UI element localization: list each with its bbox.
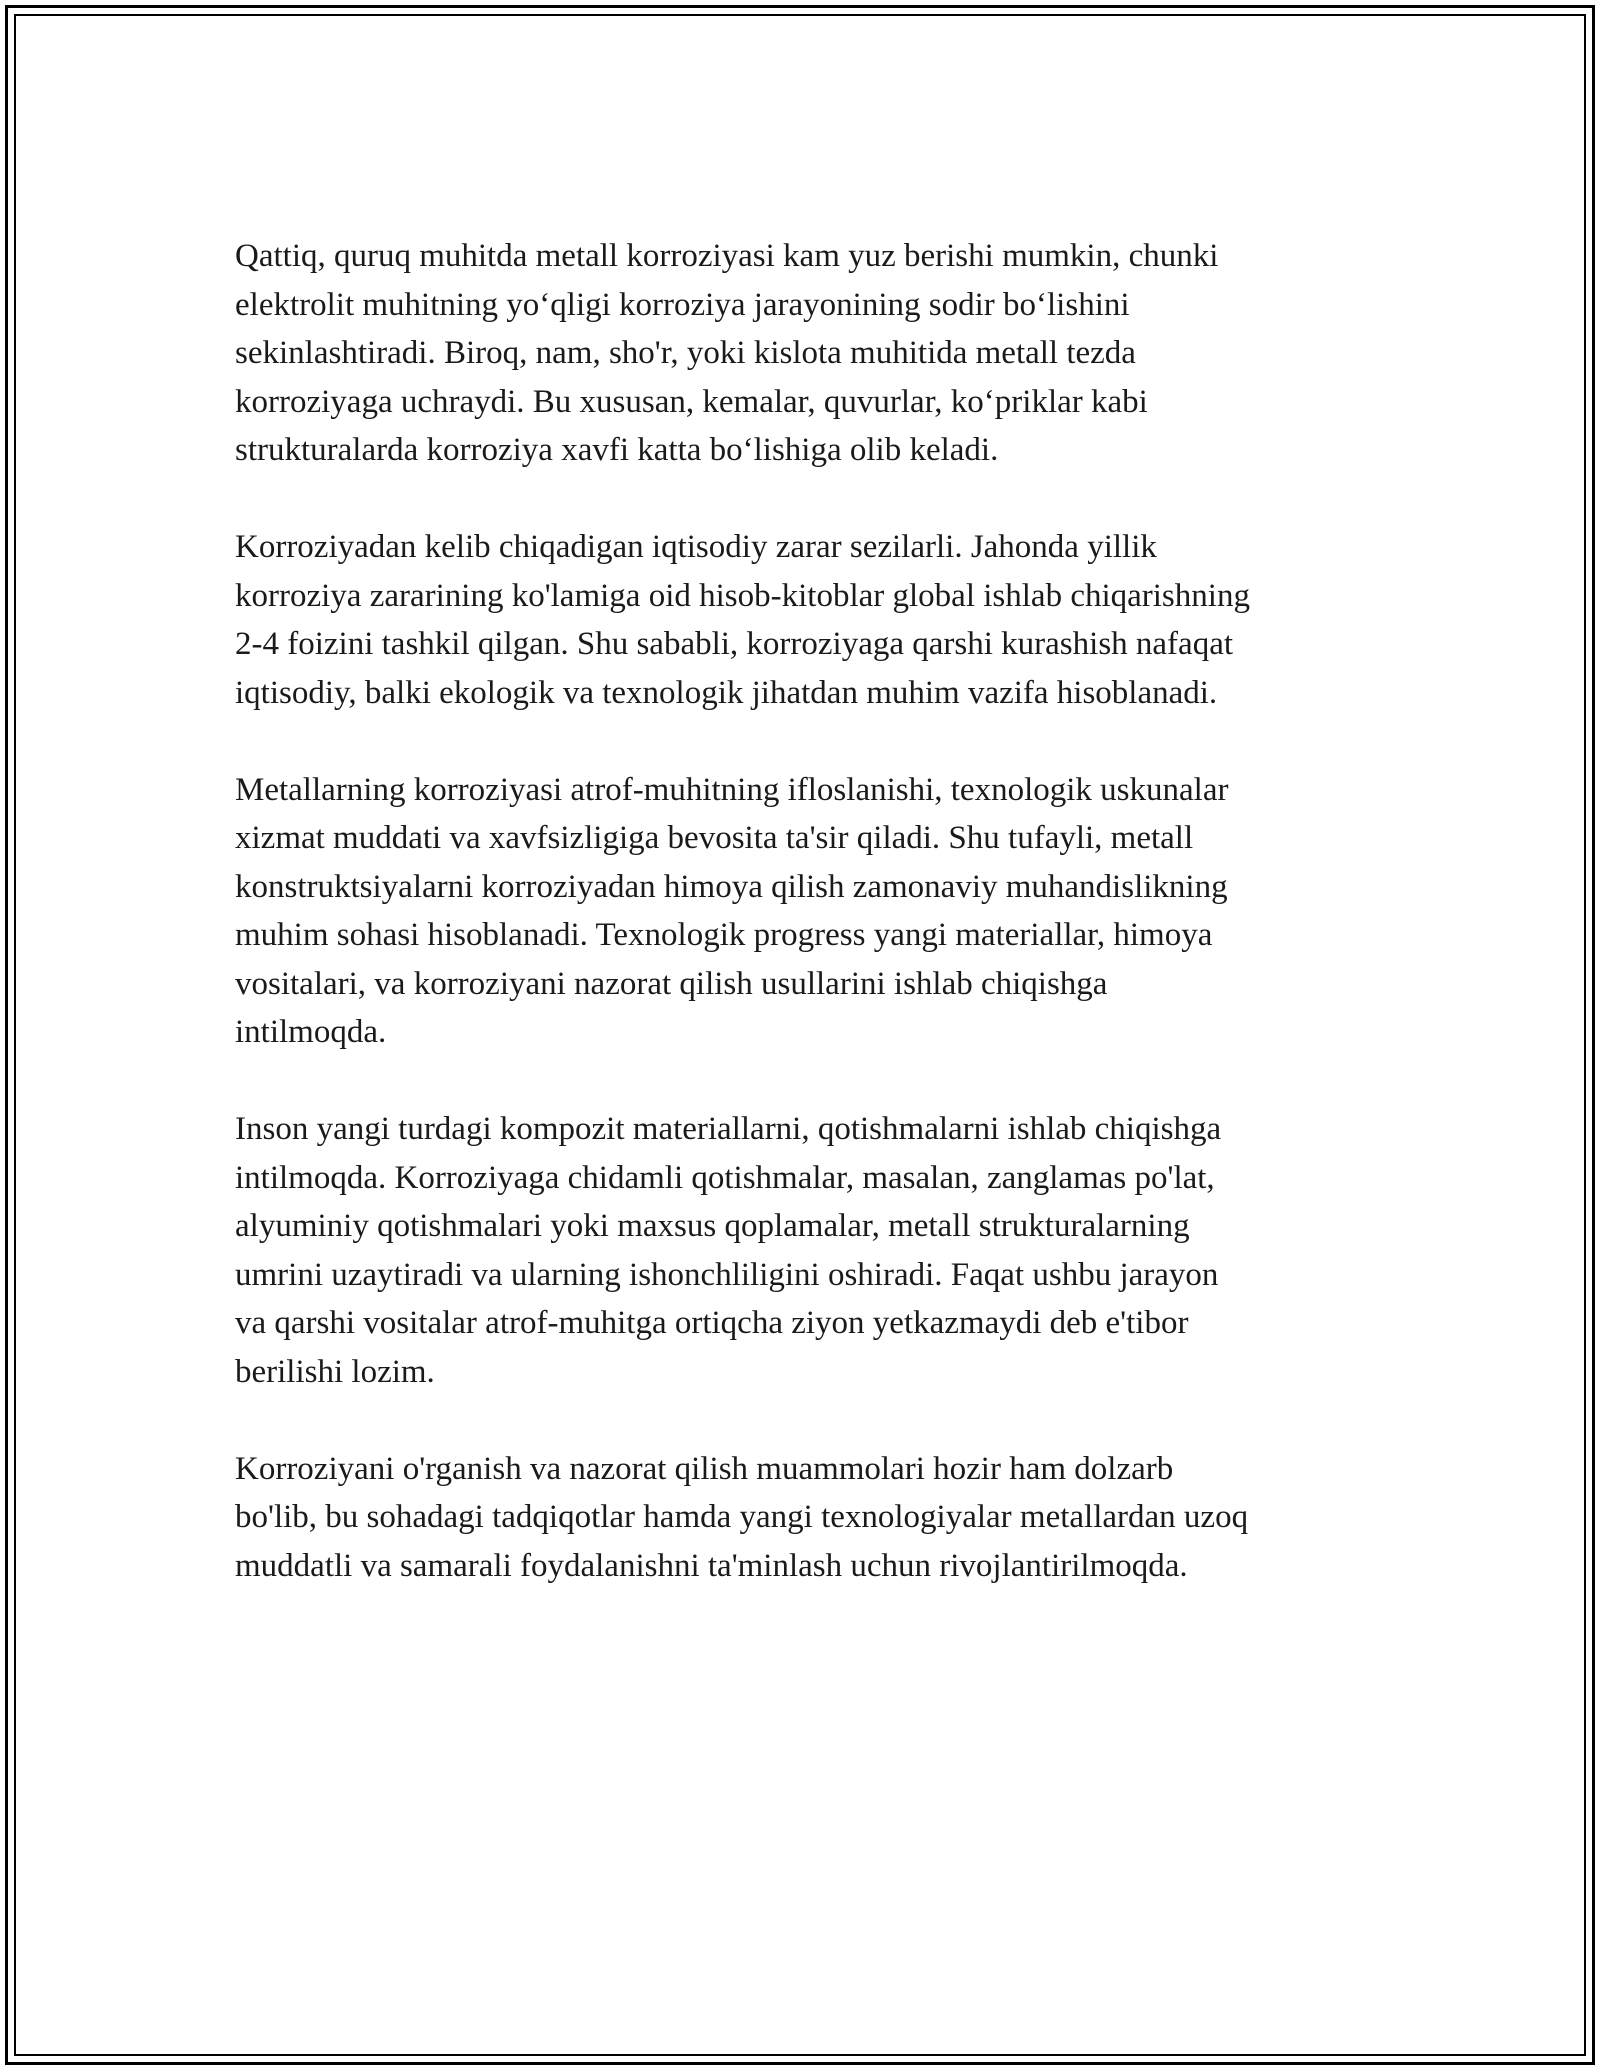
paragraph-line: korroziya zararining ko'lamiga oid hisob-kitoblar global ishlab chiqarishning (235, 577, 1250, 614)
paragraph-4 (235, 1105, 1380, 1396)
paragraph-2 (235, 523, 1380, 717)
paragraph-line: strukturalarda korroziya xavfi katta bo‘lishiga olib keladi. (235, 432, 999, 468)
paragraph-line: umrini uzaytiradi va ularning ishonchliligini oshiradi. Faqat ushbu jarayon (235, 1256, 1219, 1293)
paragraph-line: alyuminiy qotishmalari yoki maxsus qoplamalar, metall strukturalarning (235, 1208, 1190, 1244)
paragraph-line: konstruktsiyalarni korroziyadan himoya qilish zamonaviy muhandislikning (235, 868, 1228, 905)
paragraph-line: muhim sohasi hisoblanadi. Texnologik progress yangi materiallar, himoya (235, 917, 1213, 953)
paragraph-line: muddatli va samarali foydalanishni ta'minlash uchun rivojlantirilmoqda. (235, 1547, 1188, 1584)
paragraph-line: sekinlashtiradi. Biroq, nam, sho'r, yoki kislota muhitida metall tezda (235, 335, 1136, 371)
paragraph-line: Inson yangi turdagi kompozit materiallarni, qotishmalarni ishlab chiqishga (235, 1111, 1222, 1147)
paragraph-line: intilmoqda. (235, 1014, 387, 1050)
document-body (235, 232, 1380, 1639)
paragraph-line: intilmoqda. Korroziyaga chidamli qotishmalar, masalan, zanglamas po'lat, (235, 1159, 1215, 1196)
paragraph-line: 2-4 foizini tashkil qilgan. Shu sababli, korroziyaga qarshi kurashish nafaqat (235, 626, 1234, 662)
paragraph-line: Korroziyadan kelib chiqadigan iqtisodiy zarar sezilarli. Jahonda yillik (235, 529, 1157, 565)
paragraph-line: xizmat muddati va xavfsizligiga bevosita ta'sir qiladi. Shu tufayli, metall (235, 820, 1194, 856)
paragraph-line: korroziyaga uchraydi. Bu xususan, kemalar, quvurlar, ko‘priklar kabi (235, 383, 1148, 420)
paragraph-5 (235, 1445, 1380, 1591)
paragraph-line: Qattiq, quruq muhitda metall korroziyasi kam yuz berishi mumkin, chunki (235, 238, 1219, 274)
paragraph-line: iqtisodiy, balki ekologik va texnologik jihatdan muhim vazifa hisoblanadi. (235, 674, 1218, 711)
paragraph-1 (235, 232, 1380, 475)
paragraph-line: Korroziyani o'rganish va nazorat qilish muammolari hozir ham dolzarb (235, 1450, 1174, 1487)
paragraph-line: va qarshi vositalar atrof-muhitga ortiqcha ziyon yetkazmaydi deb e'tibor (235, 1305, 1189, 1341)
paragraph-line: bo'lib, bu sohadagi tadqiqotlar hamda yangi texnologiyalar metallardan uzoq (235, 1499, 1249, 1535)
paragraph-line: elektrolit muhitning yo‘qligi korroziya jarayonining sodir bo‘lishini (235, 286, 1130, 323)
paragraph-line: berilishi lozim. (235, 1353, 435, 1390)
paragraph-line: vositalari, va korroziyani nazorat qilish usullarini ishlab chiqishga (235, 965, 1108, 1002)
paragraph-3 (235, 766, 1380, 1057)
paragraph-line: Metallarning korroziyasi atrof-muhitning ifloslanishi, texnologik uskunalar (235, 771, 1229, 808)
